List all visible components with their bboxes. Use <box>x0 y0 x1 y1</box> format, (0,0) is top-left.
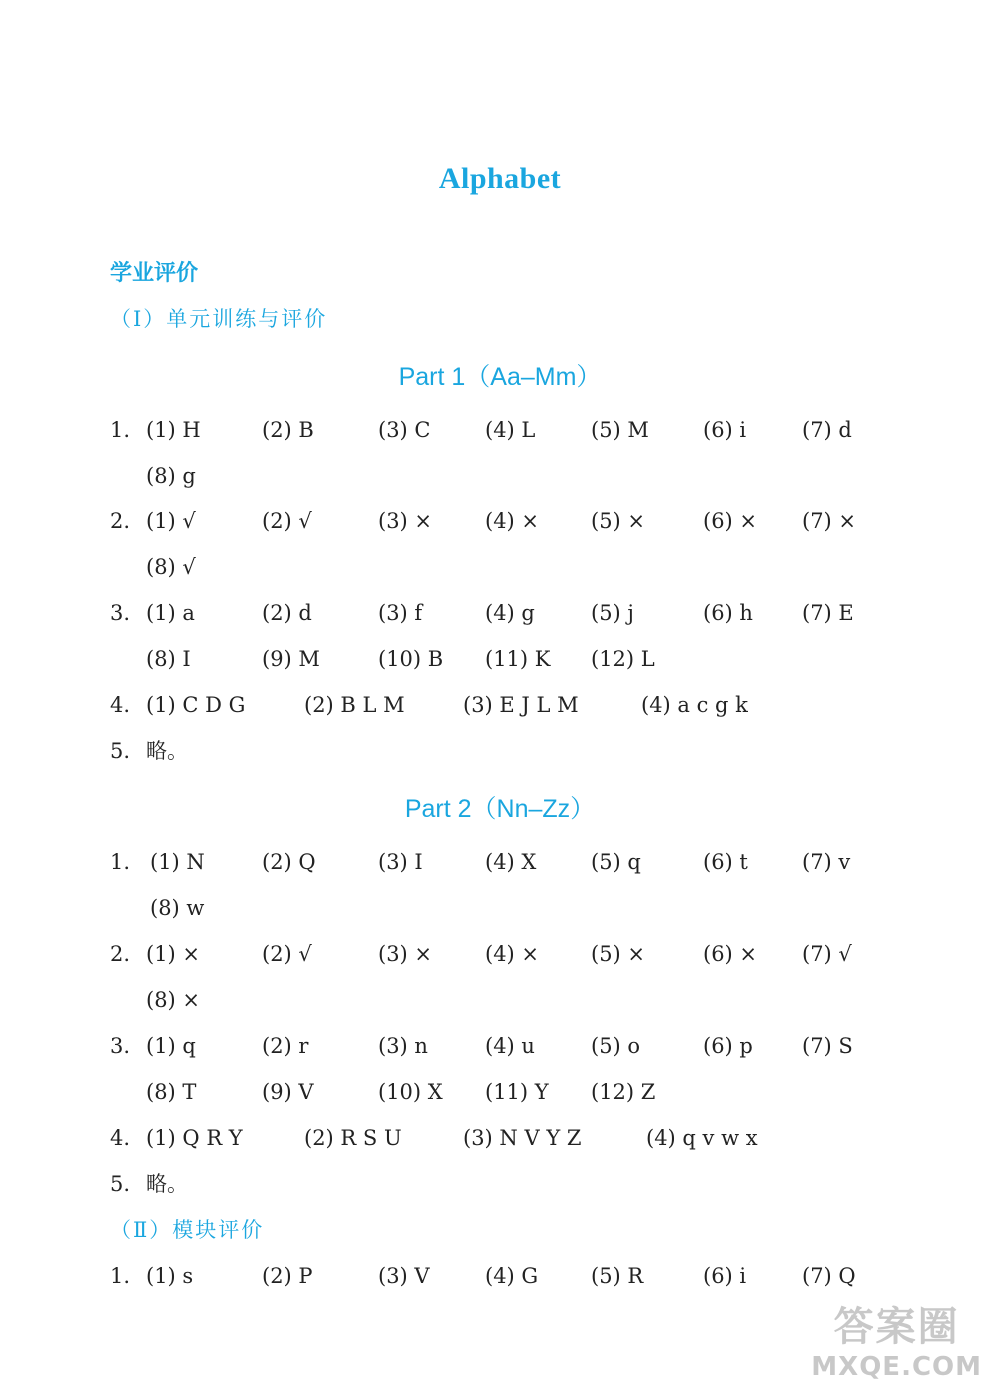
answer-item: (4) × <box>485 942 540 966</box>
answer-item: (1) N <box>150 850 205 874</box>
answer-item: (6) t <box>703 850 748 874</box>
answer-item: (4) L <box>485 418 536 442</box>
part2-q5-row <box>0 1169 1000 1199</box>
part2-q4-row <box>0 1123 1000 1153</box>
part1-q4-row <box>0 690 1000 720</box>
answer-item: (2) P <box>262 1264 313 1288</box>
answer-item: (2) Q <box>262 850 316 874</box>
module-eval-heading: （Ⅱ）模块评价 <box>110 1218 265 1242</box>
answer-item: (2) R S U <box>304 1126 402 1150</box>
answer-item: (5) × <box>591 942 646 966</box>
answer-item: (8) T <box>146 1080 197 1104</box>
answer-item: (5) × <box>591 509 646 533</box>
question-number: 3. <box>110 1034 131 1058</box>
answer-item: (2) √ <box>262 942 312 966</box>
answer-item: (7) S <box>802 1034 853 1058</box>
answer-item: (7) √ <box>802 942 852 966</box>
answer-item: (6) × <box>703 509 758 533</box>
answer-item: (4) X <box>485 850 537 874</box>
part2-q1-row1 <box>0 847 1000 877</box>
answer-item: (2) √ <box>262 509 312 533</box>
answer-item: (3) f <box>378 601 423 625</box>
question-number: 2. <box>110 942 131 966</box>
answer-item: (4) g <box>485 601 535 625</box>
answer-item: (12) Z <box>591 1080 656 1104</box>
watermark <box>811 1295 982 1382</box>
answer-item: (5) R <box>591 1264 644 1288</box>
answer-text: 略。 <box>146 1172 188 1196</box>
answer-item: (6) i <box>703 418 747 442</box>
answer-item: (5) o <box>591 1034 641 1058</box>
answer-text: 略。 <box>146 739 188 763</box>
part2-q3-row1 <box>0 1031 1000 1061</box>
part1-title: Part 1（Aa–Mm） <box>398 363 602 391</box>
answer-item: (1) s <box>146 1264 194 1288</box>
answer-item: (3) I <box>378 850 423 874</box>
part2-q2-row1 <box>0 939 1000 969</box>
answer-item: (1) √ <box>146 509 196 533</box>
watermark-en: MXQE.COM <box>811 1352 982 1382</box>
question-number: 1. <box>110 850 131 874</box>
answer-item: (7) E <box>802 601 854 625</box>
answer-item: (6) p <box>703 1034 753 1058</box>
answer-item: (4) a c g k <box>641 693 748 717</box>
answer-item: (6) h <box>703 601 753 625</box>
answer-item: (3) V <box>378 1264 430 1288</box>
answer-item: (3) C <box>378 418 431 442</box>
answer-item: (7) v <box>802 850 851 874</box>
question-number: 5. <box>110 1172 131 1196</box>
section-heading: 学业评价 <box>110 261 199 286</box>
answer-item: (9) M <box>262 647 320 671</box>
question-number: 3. <box>110 601 131 625</box>
answer-item: (7) d <box>802 418 852 442</box>
answer-item: (8) × <box>146 988 201 1012</box>
answer-item: (4) u <box>485 1034 535 1058</box>
answer-item: (9) V <box>262 1080 314 1104</box>
question-number: 1. <box>110 418 131 442</box>
answer-item: (1) × <box>146 942 201 966</box>
answer-item: (2) d <box>262 601 312 625</box>
module-q1-row <box>0 1261 1000 1291</box>
answer-item: (4) q v w x <box>646 1126 758 1150</box>
question-number: 5. <box>110 739 131 763</box>
answer-item: (11) K <box>485 647 551 671</box>
answer-item: (4) × <box>485 509 540 533</box>
answer-item: (2) r <box>262 1034 309 1058</box>
answer-item: (10) X <box>378 1080 443 1104</box>
part2-q3-row2 <box>0 1077 1000 1107</box>
question-number: 1. <box>110 1264 131 1288</box>
answer-item: (7) Q <box>802 1264 856 1288</box>
part2-title: Part 2（Nn–Zz） <box>404 795 596 823</box>
answer-item: (1) q <box>146 1034 196 1058</box>
answer-item: (7) × <box>802 509 857 533</box>
part1-q3-row1 <box>0 598 1000 628</box>
part2-q2-row2 <box>0 985 1000 1015</box>
answer-item: (3) N V Y Z <box>463 1126 582 1150</box>
answer-item: (10) B <box>378 647 444 671</box>
answer-item: (2) B <box>262 418 314 442</box>
answer-item: (1) Q R Y <box>146 1126 243 1150</box>
answer-item: (3) × <box>378 509 433 533</box>
part1-q5-row <box>0 736 1000 766</box>
answer-item: (8) w <box>150 896 205 920</box>
part1-q3-row2 <box>0 644 1000 674</box>
answer-item: (5) q <box>591 850 641 874</box>
part2-q1-row2 <box>0 893 1000 923</box>
answer-item: (3) E J L M <box>463 693 579 717</box>
watermark-cn: 答案圈 <box>833 1304 960 1350</box>
unit-training-heading: （Ⅰ）单元训练与评价 <box>110 307 328 331</box>
question-number: 2. <box>110 509 131 533</box>
answer-item: (4) G <box>485 1264 539 1288</box>
question-number: 4. <box>110 1126 131 1150</box>
part1-q1-row2 <box>0 461 1000 491</box>
page-title: Alphabet <box>438 162 562 195</box>
part1-q2-row1 <box>0 506 1000 536</box>
answer-item: (1) C D G <box>146 693 246 717</box>
answer-item: (1) H <box>146 418 201 442</box>
answer-item: (1) a <box>146 601 195 625</box>
question-number: 4. <box>110 693 131 717</box>
part1-q2-row2 <box>0 552 1000 582</box>
answer-item: (11) Y <box>485 1080 549 1104</box>
answer-item: (3) × <box>378 942 433 966</box>
answer-item: (12) L <box>591 647 655 671</box>
answer-item: (8) I <box>146 647 191 671</box>
answer-item: (5) j <box>591 601 634 625</box>
answer-item: (2) B L M <box>304 693 405 717</box>
part1-q1-row1 <box>0 415 1000 445</box>
answer-item: (6) × <box>703 942 758 966</box>
answer-item: (6) i <box>703 1264 747 1288</box>
answer-item: (5) M <box>591 418 649 442</box>
answer-item: (8) g <box>146 464 196 488</box>
answer-item: (8) √ <box>146 555 196 579</box>
answer-item: (3) n <box>378 1034 428 1058</box>
